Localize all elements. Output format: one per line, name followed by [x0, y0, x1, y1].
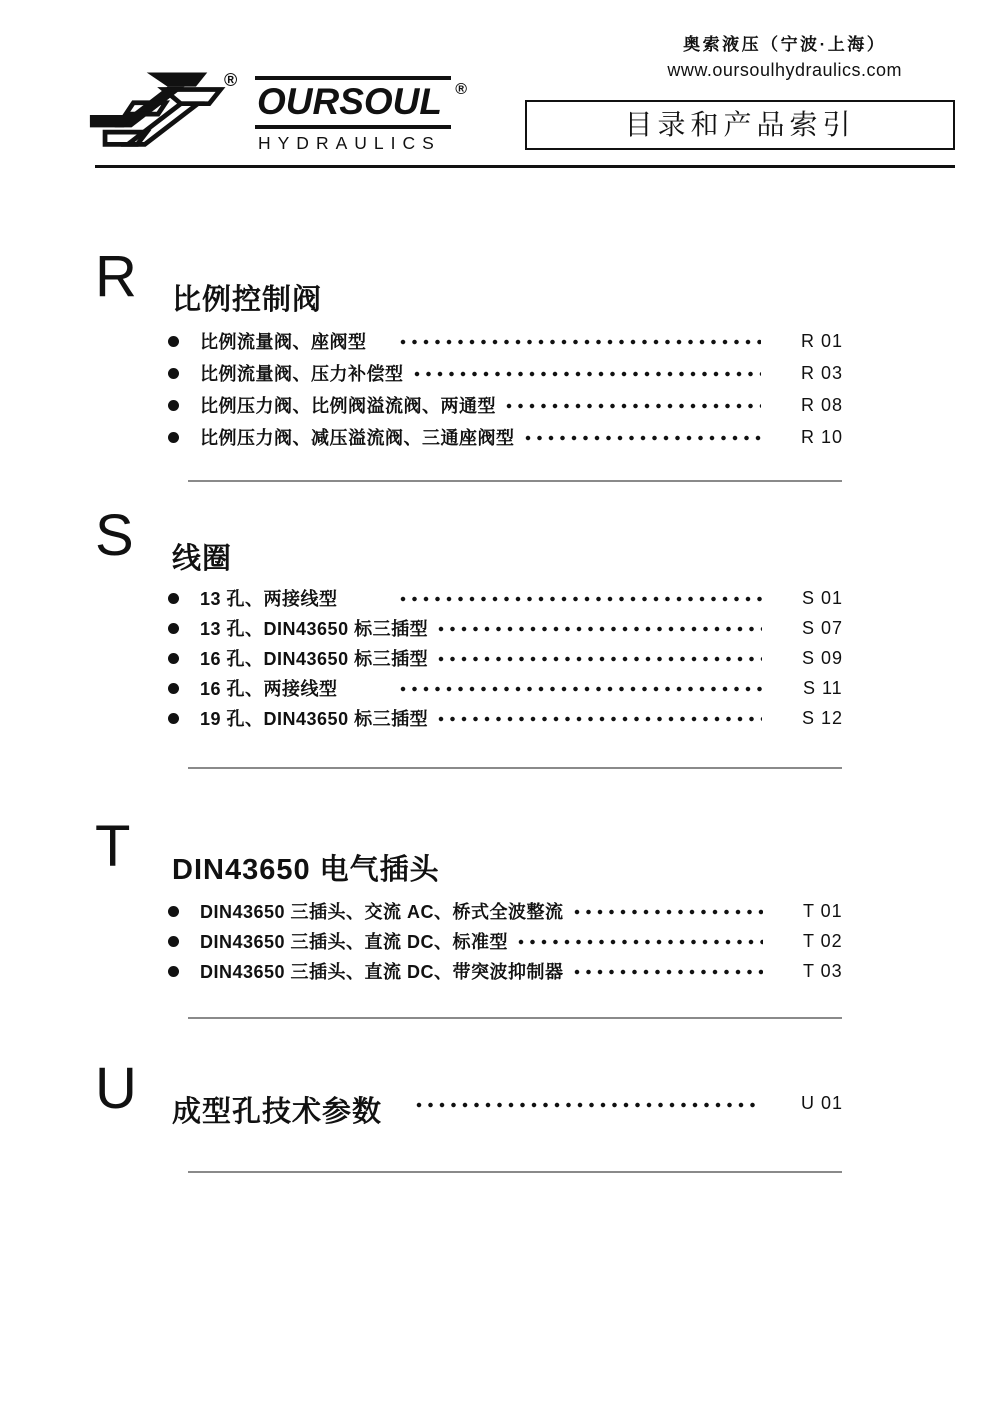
website-url: www.oursoulhydraulics.com [667, 60, 902, 80]
company-name: 奥索液压（宁波·上海） [683, 35, 887, 54]
section-divider [188, 767, 842, 769]
section-U-header [95, 1056, 843, 1128]
toc-page-code: T 01 [803, 900, 843, 921]
toc-item-label: DIN43650 三插头、直流 DC、标准型 [200, 932, 509, 952]
bullet-icon [168, 336, 179, 347]
registered-trademark-icon: ® [224, 70, 238, 90]
toc-page-code: R 03 [800, 362, 843, 383]
dot-leader [574, 909, 763, 915]
toc-page-code: S 09 [801, 647, 843, 668]
section-S-items [95, 583, 843, 733]
section-U [95, 1056, 843, 1128]
section-divider [188, 1017, 842, 1019]
toc-item-label: 比例流量阀、压力补偿型 [200, 364, 404, 384]
dot-leader [400, 339, 761, 345]
toc-page-code: S 07 [801, 617, 843, 638]
header-contact-block [667, 30, 902, 81]
section-T-items [95, 896, 843, 986]
dot-leader [416, 1102, 761, 1108]
toc-item-label: DIN43650 三插头、直流 DC、带突波抑制器 [200, 962, 564, 982]
toc-row [168, 956, 843, 986]
section-letter: T [95, 814, 131, 879]
section-T-header [95, 814, 843, 886]
section-divider [188, 1171, 842, 1173]
section-letter: U [95, 1056, 137, 1121]
toc-row [168, 325, 843, 357]
bullet-icon [168, 906, 179, 917]
bullet-icon [168, 368, 179, 379]
bullet-icon [168, 432, 179, 443]
registered-trademark-icon: ® [455, 81, 467, 98]
dot-leader [506, 403, 761, 409]
page-title: 目录和产品索引 [525, 100, 955, 150]
oursoul-logo-icon [88, 66, 230, 166]
toc-page-code: R 08 [800, 394, 843, 415]
toc-page-code: R 01 [800, 330, 843, 351]
toc-row [168, 703, 843, 733]
section-title: 成型孔技术参数 [172, 1096, 383, 1128]
toc-page-code: T 02 [803, 930, 843, 951]
dot-leader [438, 716, 762, 722]
brand-subtitle: HYDRAULICS [258, 133, 441, 153]
section-title: DIN43650 电气插头 [172, 854, 440, 886]
section-letter: S [95, 503, 134, 568]
toc-row [168, 896, 843, 926]
toc-page-code: T 03 [803, 960, 843, 981]
section-R [95, 246, 843, 453]
section-R-header [95, 244, 843, 316]
toc-row [168, 583, 843, 613]
section-T [95, 816, 843, 986]
bullet-icon [168, 593, 179, 604]
dot-leader [438, 626, 762, 632]
toc-page-code: R 10 [800, 426, 843, 447]
toc-row [168, 613, 843, 643]
dot-leader [525, 435, 761, 441]
toc-item-label: 16 孔、DIN43650 标三插型 [200, 649, 429, 669]
toc-item-label: 13 孔、两接线型 [200, 589, 338, 609]
dot-leader [400, 686, 763, 692]
toc-page-code: S 11 [803, 677, 843, 698]
bullet-icon [168, 966, 179, 977]
toc-page-code: S 12 [801, 707, 843, 728]
toc-item-label: 比例压力阀、减压溢流阀、三通座阀型 [200, 428, 515, 448]
dot-leader [414, 371, 761, 377]
dot-leader [400, 596, 762, 602]
header-divider [95, 165, 955, 168]
toc-row [168, 389, 843, 421]
toc-row [168, 643, 843, 673]
section-S [95, 505, 843, 733]
toc-item-label: 比例压力阀、比例阀溢流阀、两通型 [200, 396, 496, 416]
brand-wordmark-block [255, 76, 467, 154]
dot-leader [438, 656, 762, 662]
toc-item-label: 19 孔、DIN43650 标三插型 [200, 709, 429, 729]
bullet-icon [168, 623, 179, 634]
section-divider [188, 480, 842, 482]
section-R-items [95, 325, 843, 453]
toc-page-code: S 01 [801, 587, 843, 608]
toc-page-code: U 01 [800, 1093, 843, 1113]
brand-wordmark [255, 76, 467, 129]
section-title: 线圈 [172, 543, 233, 575]
bullet-icon [168, 400, 179, 411]
dot-leader [574, 969, 763, 975]
section-S-header [95, 503, 843, 575]
toc-row [168, 926, 843, 956]
bullet-icon [168, 653, 179, 664]
toc-row [168, 673, 843, 703]
toc-row [168, 357, 843, 389]
toc-item-label: 13 孔、DIN43650 标三插型 [200, 619, 429, 639]
bullet-icon [168, 936, 179, 947]
brand-name: OURSOUL [257, 81, 442, 122]
section-title: 比例控制阀 [172, 284, 323, 316]
section-letter: R [95, 244, 137, 309]
bullet-icon [168, 683, 179, 694]
toc-row [168, 421, 843, 453]
toc-item-label: 16 孔、两接线型 [200, 679, 338, 699]
dot-leader [518, 939, 763, 945]
bullet-icon [168, 713, 179, 724]
toc-item-label: 比例流量阀、座阀型 [200, 332, 367, 352]
toc-item-label: DIN43650 三插头、交流 AC、桥式全波整流 [200, 902, 564, 922]
